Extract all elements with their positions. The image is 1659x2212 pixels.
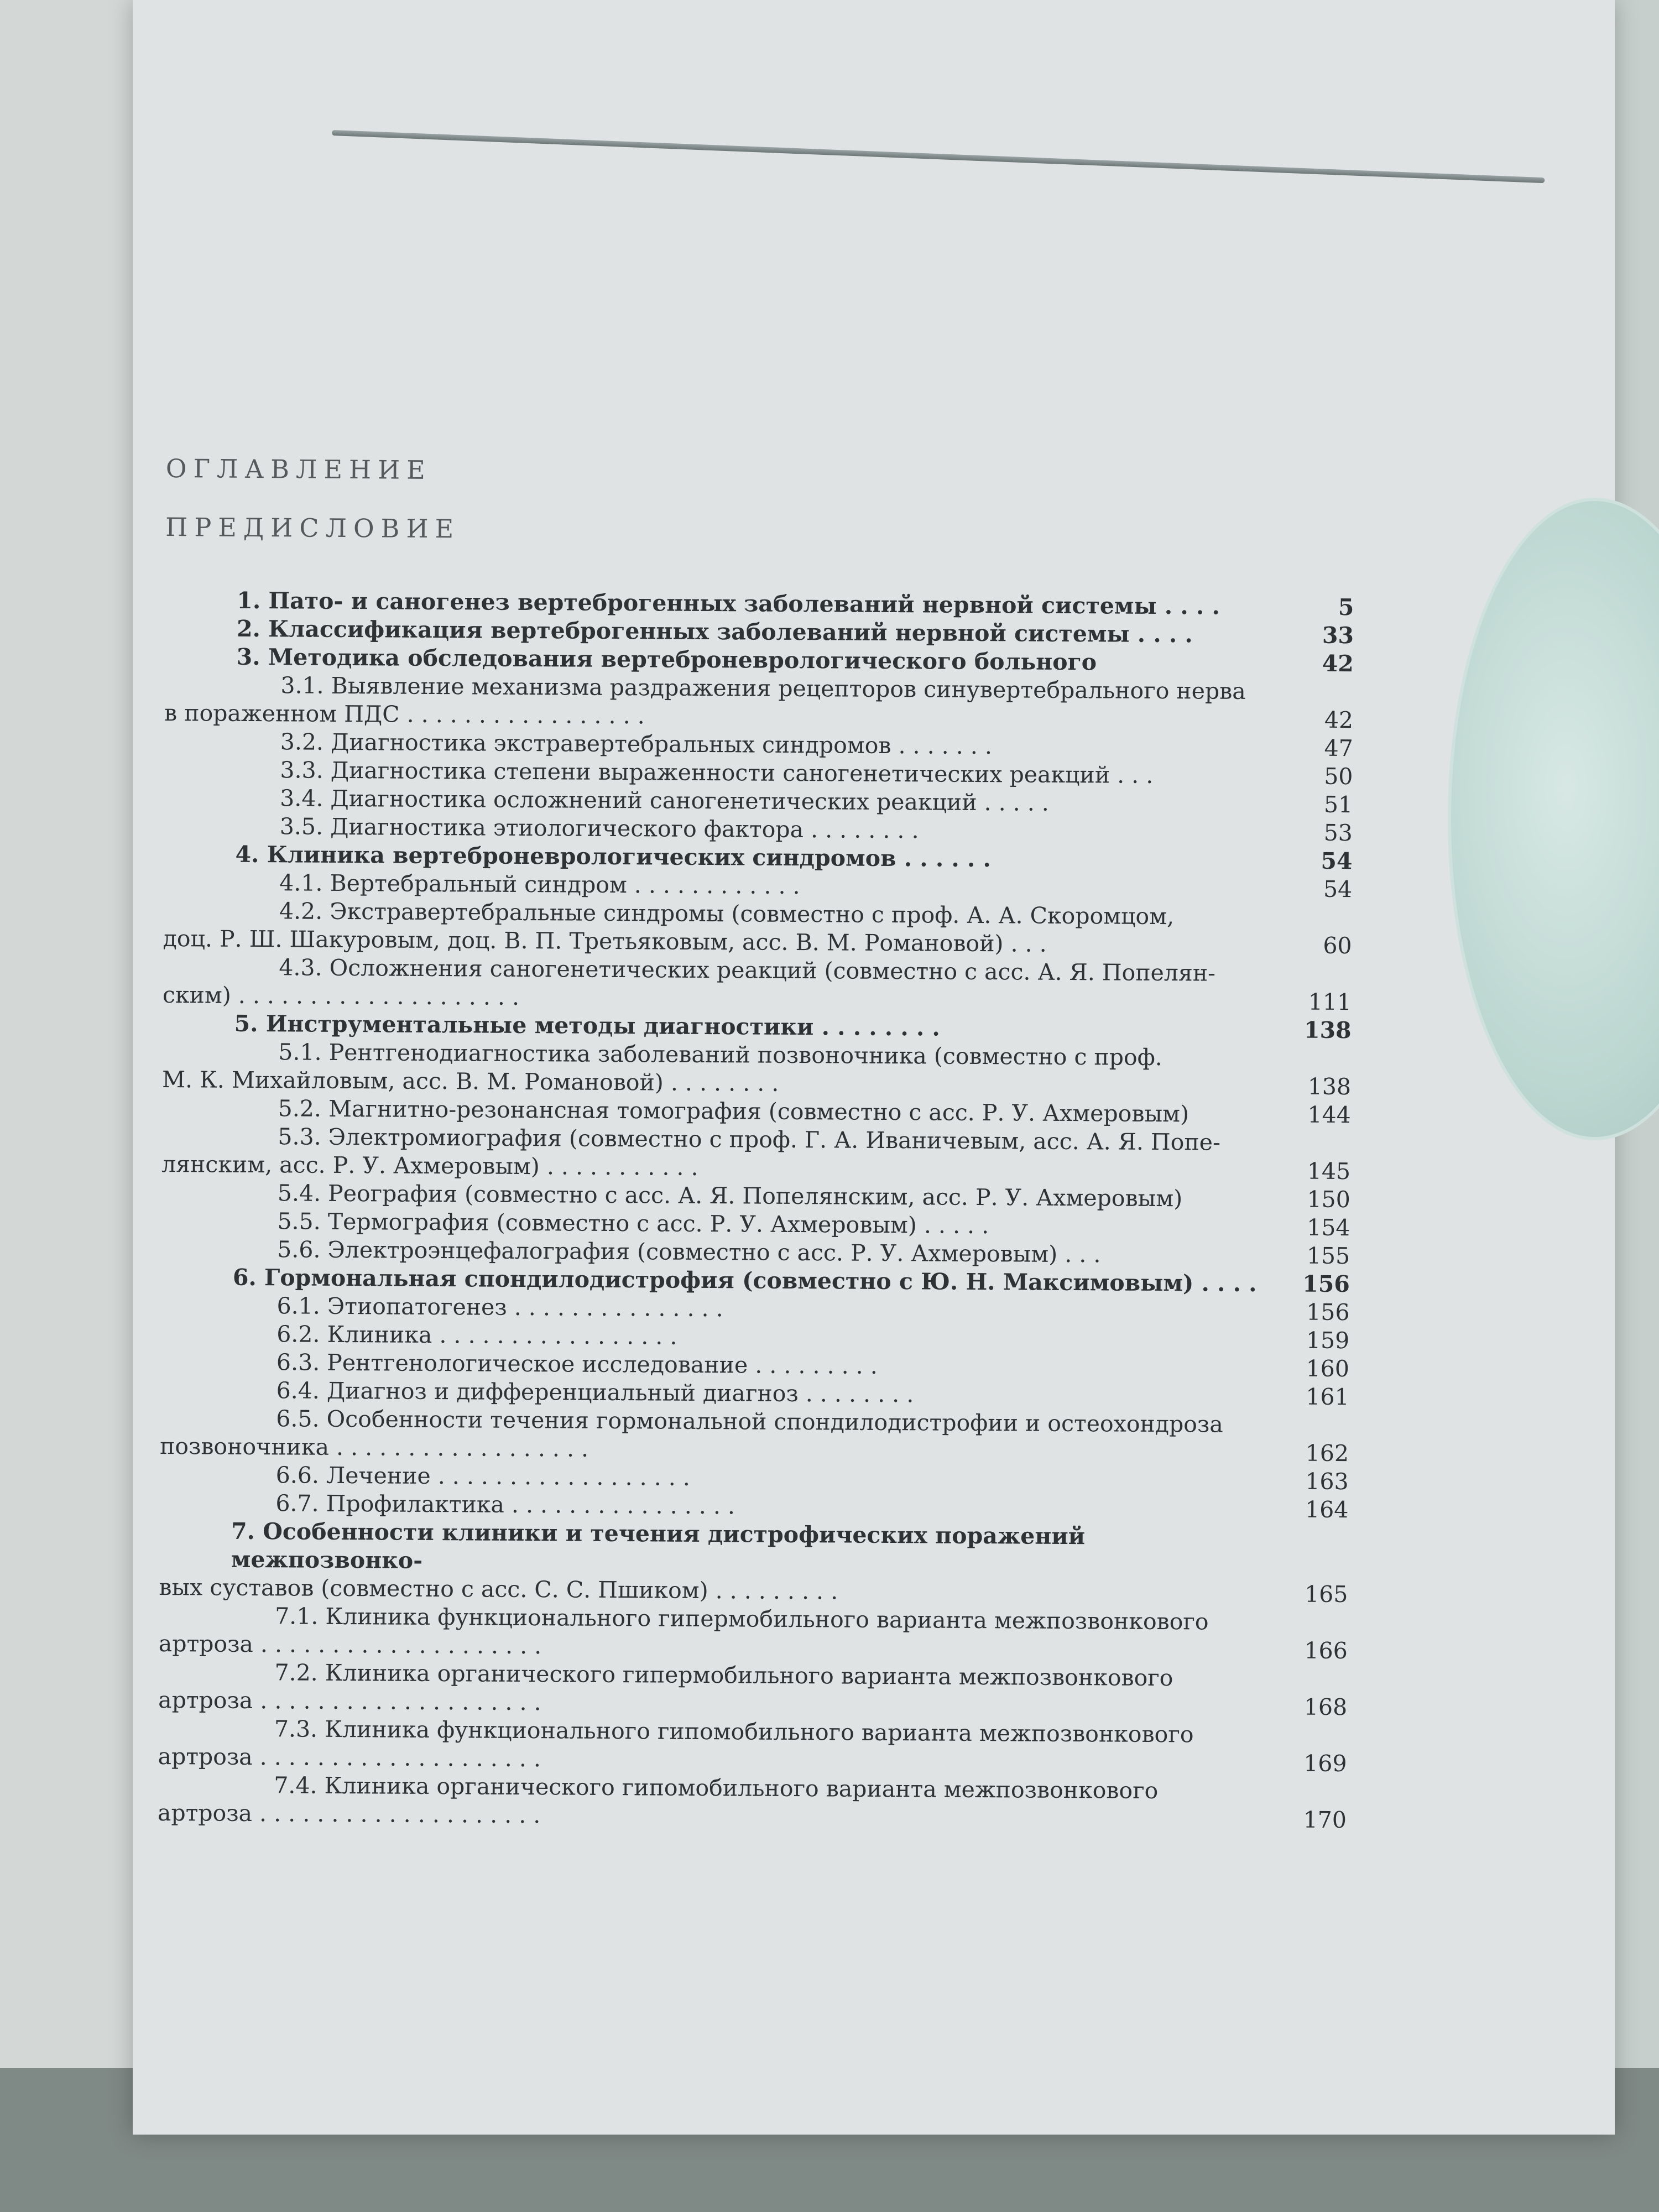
toc-entry-page: 169: [1303, 1750, 1347, 1777]
toc-entry-title: 7.3. Клиника функционального гипомобильного варианта межпозвонкового: [274, 1715, 1194, 1748]
toc-entry-title: 6.2. Клиника . . . . . . . . . . . . . . . . .: [276, 1321, 677, 1350]
preface-heading: ПРЕДИСЛОВИЕ: [165, 512, 461, 544]
toc-list: [158, 586, 1354, 1834]
toc-entry-title: 6.5. Особенности течения гормональной спондилодистрофии и остеохондроза: [276, 1405, 1223, 1438]
toc-entry-page: 156: [1302, 1270, 1350, 1298]
toc-entry-page: 159: [1306, 1327, 1350, 1354]
magnifier-lens: [1448, 498, 1659, 1140]
toc-entry-title: 7. Особенности клиники и течения дистрофических поражений межпозвонко-: [231, 1517, 1086, 1574]
toc-entry-title: 7.1. Клиника функционального гипермобильного варианта межпозвонкового: [275, 1603, 1209, 1635]
toc-entry-title: 3.2. Диагностика экстравертебральных синдромов . . . . . . .: [280, 728, 993, 760]
toc-entry-title: 5.4. Реография (совместно с асс. А. Я. Попелянским, асс. Р. У. Ахмеровым): [277, 1180, 1183, 1212]
toc-entry-page: 42: [1322, 650, 1354, 677]
toc-entry-page: 51: [1323, 791, 1353, 818]
toc-entry-title: артроза . . . . . . . . . . . . . . . . . . . .: [158, 1686, 541, 1716]
toc-entry-page: 160: [1306, 1355, 1350, 1383]
toc-entry-title: 6.7. Профилактика . . . . . . . . . . . . . . . .: [275, 1490, 735, 1520]
decorative-rule: [332, 130, 1545, 183]
toc-entry-title: 7.2. Клиника органического гипермобильного варианта межпозвонкового: [274, 1659, 1173, 1692]
toc-entry-title: 6.4. Диагноз и дифференциальный диагноз . . . . . . . .: [276, 1377, 914, 1408]
toc-entry-page: 111: [1308, 988, 1352, 1016]
toc-entry-title: 4.1. Вертебральный синдром . . . . . . . . . . . .: [279, 869, 800, 900]
toc-entry-page: 54: [1321, 847, 1353, 875]
toc-entry-title: 5.6. Электроэнцефалография (совместно с асс. Р. У. Ахмеровым) . . .: [277, 1236, 1101, 1268]
toc-entry-page: 154: [1307, 1214, 1350, 1241]
toc-entry-title: артроза . . . . . . . . . . . . . . . . . . . .: [158, 1743, 541, 1772]
toc-entry-title: артроза . . . . . . . . . . . . . . . . . . . .: [158, 1630, 542, 1660]
toc-entry-page: 42: [1324, 706, 1354, 734]
toc-entry-title: 7.4. Клиника органического гипомобильного варианта межпозвонкового: [274, 1772, 1159, 1804]
toc-entry-page: 138: [1303, 1016, 1352, 1044]
toc-entry-page: 168: [1303, 1693, 1348, 1721]
toc-content: [158, 453, 1355, 1834]
toc-entry-title: 4. Клиника вертеброневрологических синдромов . . . . . .: [235, 841, 991, 873]
toc-entry-page: 163: [1305, 1468, 1349, 1495]
toc-entry-page: 5: [1338, 593, 1354, 621]
toc-entry-title: в пораженном ПДС . . . . . . . . . . . . . . . . .: [164, 699, 645, 729]
toc-entry-title: 3.4. Диагностика осложнений саногенетических реакций . . . . .: [280, 785, 1050, 816]
toc-entry-title: 3. Методика обследования вертеброневрологического больного: [236, 643, 1097, 676]
toc-entry-page: 166: [1304, 1637, 1348, 1665]
toc-entry-page: 47: [1324, 734, 1353, 762]
toc-entry-page: 53: [1323, 819, 1353, 847]
toc-entry-title: 4.2. Экстравертебральные синдромы (совместно с проф. А. А. Скоромцом,: [279, 898, 1175, 930]
toc-entry-page: 170: [1303, 1806, 1347, 1834]
toc-entry-title: 5.3. Электромиография (совместно с проф. Г. А. Иваничевым, асс. А. Я. Попе-: [278, 1123, 1221, 1156]
toc-entry-title: артроза . . . . . . . . . . . . . . . . . . . .: [157, 1799, 541, 1829]
toc-entry-page: 165: [1305, 1580, 1348, 1608]
toc-entry-title: 5. Инструментальные методы диагностики . . . . . . . .: [234, 1010, 940, 1041]
toc-entry-title: 1. Пато- и саногенез вертеброгенных заболеваний нервной системы . . . .: [237, 587, 1220, 620]
toc-entry-title: доц. Р. Ш. Шакуровым, доц. В. П. Третьяковым, асс. В. М. Романовой) . . .: [163, 925, 1047, 957]
toc-entry-page: 138: [1307, 1073, 1352, 1100]
toc-entry-title: 5.1. Рентгенодиагностика заболеваний позвоночника (совместно с проф.: [278, 1039, 1162, 1071]
toc-entry-title: 5.5. Термография (совместно с асс. Р. У. Ахмеровым) . . . . .: [277, 1208, 989, 1239]
toc-entry-title: лянским, асс. Р. У. Ахмеровым) . . . . . . . . . . .: [161, 1150, 698, 1181]
toc-entry-title: 3.5. Диагностика этиологического фактора . . . . . . . .: [279, 813, 919, 844]
toc-entry-page: 60: [1323, 932, 1352, 959]
toc-entry-page: 156: [1306, 1298, 1350, 1326]
toc-entry-title: 6.1. Этиопатогенез . . . . . . . . . . . . . . .: [276, 1292, 723, 1322]
toc-entry-page: 144: [1307, 1101, 1351, 1129]
toc-entry-title: ским) . . . . . . . . . . . . . . . . . . . .: [162, 981, 520, 1010]
toc-entry-title: М. К. Михайловым, асс. В. М. Романовой) . . . . . . . .: [161, 1066, 779, 1097]
toc-entry-title: 6. Гормональная спондилодистрофия (совместно с Ю. Н. Максимовым) . . . .: [232, 1264, 1257, 1297]
toc-entry-page: 155: [1306, 1242, 1350, 1270]
toc-entry-title: 2. Классификация вертеброгенных заболеваний нервной системы . . . .: [236, 615, 1193, 648]
toc-entry-page: 54: [1323, 875, 1353, 903]
toc-entry-page: 50: [1324, 763, 1353, 790]
toc-entry-title: вых суставов (совместно с асс. С. С. Пшиком) . . . . . . . . .: [159, 1573, 838, 1605]
toc-entry-title: 3.3. Диагностика степени выраженности саногенетических реакций . . .: [280, 757, 1154, 789]
toc-entry-title: 4.3. Осложнения саногенетических реакций (совместно с асс. А. Я. Попелян-: [279, 954, 1216, 987]
toc-entry-page: 161: [1306, 1383, 1349, 1411]
toc-entry-title: 5.2. Магнитно-резонансная томография (совместно с асс. Р. У. Ахмеровым): [278, 1095, 1190, 1128]
toc-entry: [159, 1517, 1349, 1580]
toc-entry-page: 162: [1305, 1439, 1349, 1467]
contents-heading: ОГЛАВЛЕНИЕ: [165, 453, 432, 485]
toc-entry-page: 150: [1307, 1186, 1350, 1213]
toc-entry-title: 3.1. Выявление механизма раздражения рецепторов синувертебрального нерва: [280, 672, 1246, 705]
toc-entry-page: 145: [1307, 1157, 1351, 1185]
toc-entry-page: 33: [1322, 622, 1354, 649]
toc-entry-title: позвоночника . . . . . . . . . . . . . . . . . .: [159, 1432, 589, 1462]
toc-entry-page: 164: [1305, 1496, 1349, 1524]
toc-entry-title: 6.6. Лечение . . . . . . . . . . . . . . . . . .: [275, 1462, 691, 1491]
toc-entry-title: 6.3. Рентгенологическое исследование . . . . . . . . .: [276, 1349, 878, 1379]
